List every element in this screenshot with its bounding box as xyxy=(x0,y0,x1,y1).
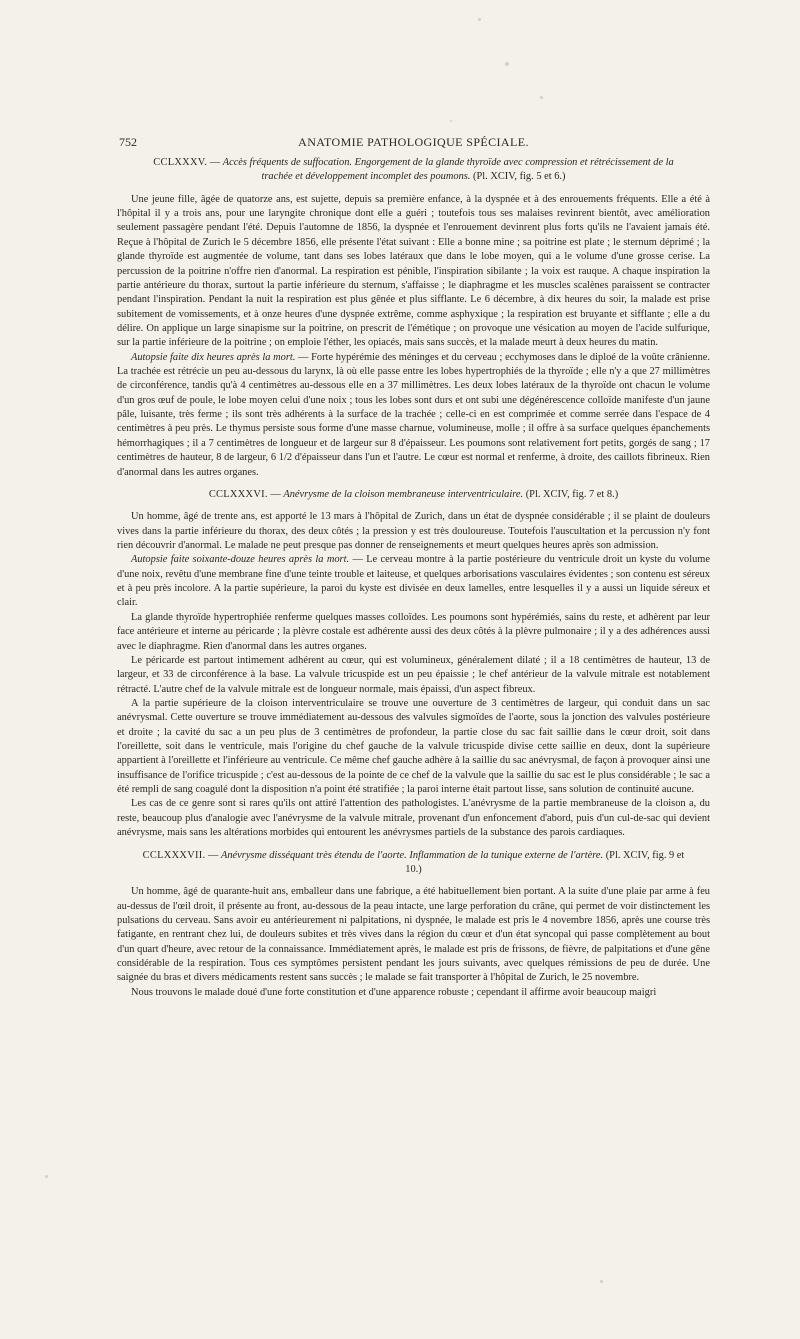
paragraph-text: Le péricarde est partout intimement adhérent au cœur, qui est volumineux, généralement dilaté ; il a 18 centimètres de hauteur, 13 de largeur, et 33 de circonférence à la base. La valvule tricuspide est un peu épaissie ; le chef antérieur de la valvule mitrale est notablement rétracté. L'autre chef de la valvule mitrale est de longueur normale, mais épaissi, d'un aspect fibreux. xyxy=(117,654,710,695)
case-heading: CCLXXXV. — Accès fréquents de suffocation. Engorgement de la glande thyroïde avec compression et rétrécissement de la trachée et développement incomplet des poumons. (Pl. XCIV, fig. 5 et 6.) xyxy=(153,157,674,183)
case-heading: CCLXXXVII. — Anévrysme disséquant très étendu de l'aorte. Inflammation de la tunique externe de l'artère. (Pl. XCIV, fig. 9 et 10.) xyxy=(142,849,685,875)
case-title: Anévrysme de la cloison membraneuse interventriculaire. xyxy=(283,488,524,500)
plate-reference: (Pl. XCIV, fig. 7 et 8.) xyxy=(525,488,619,500)
paragraph-lead: Autopsie faite dix heures après la mort. xyxy=(131,351,296,363)
paragraph xyxy=(117,193,710,351)
case-section xyxy=(117,156,710,480)
paragraph-text: Un homme, âgé de trente ans, est apporté le 13 mars à l'hôpital de Zurich, dans un état de dyspnée considérable ; il se plaint de douleurs vives dans la partie inférieure du thorax, des deux côtés ; la pression y est très douloureuse. Toutefois l'auscultation et la percussion n'y font rien découvrir d'anormal. Le malade ne peut presque pas donner de renseignements et meurt quelques heures après son admission. xyxy=(117,511,710,551)
paper-speck xyxy=(505,62,509,66)
running-title: ANATOMIE PATHOLOGIQUE SPÉCIALE. xyxy=(298,135,529,149)
paragraph-text: Nous trouvons le malade doué d'une forte constitution et d'une apparence robuste ; cependant il affirme avoir beaucoup maigri xyxy=(131,986,657,998)
paper-speck xyxy=(478,18,481,21)
paragraph xyxy=(117,885,710,986)
plate-reference: (Pl. XCIV, fig. 5 et 6.) xyxy=(473,171,566,183)
paragraph xyxy=(117,986,710,1000)
plate-reference: (Pl. XCIV, fig. 9 et 10.) xyxy=(405,849,685,875)
paragraph-text: — Forte hypérémie des méninges et du cerveau ; ecchymoses dans le diploé de la voûte crânienne. La trachée est rétrécie un peu au-dessous du larynx, là où elle passe entre les lobes hypertrophiés de la thyroïde ; elle n'y a que 27 millimètres de circonférence, tandis qu'à 4 centimètres au-dessous elle en a 37 millimètres. Les deux lobes latéraux de la thyroïde ont chacun le volume d'un gros œuf de poule, le lobe moyen celui d'une noix ; tous les lobes sont durs et ont subi une dégénérescence colloïde manifeste d'un jaune pâle, luisante, très ferme ; ils sont très adhérents à la surface de la trachée ; celle-ci en est comprimée et comme serrée dans l'espace de 4 centimètres à peu près. Le thymus persiste sous forme d'une masse charnue, volumineuse, molle ; il offre à sa surface quelques épanchements hémorrhagiques ; il a 7 centimètres de longueur et de largeur sur 8 d'épaisseur. Les poumons sont relativement fort petits, gorgés de sang ; 17 centimètres de hauteur, 8 de largeur, 6 1/2 d'épaisseur dans l'un et l'autre. Le cœur est normal et renferme, à droite, des caillots fibrineux. Rien d'anormal dans les autres organes. xyxy=(117,351,711,478)
case-title: Anévrysme disséquant très étendu de l'aorte. Inflammation de la tunique externe de l'artère. xyxy=(221,849,604,861)
paragraph-text: La glande thyroïde hypertrophiée renferme quelques masses colloïdes. Les poumons sont hypérémiés, sains du reste, et adhèrent par leur face antérieure et interne au péricarde ; la plèvre costale est adhérente aussi des deux côtés à la plèvre pulmonaire ; il y a des adhérences aussi avec le diaphragme. Rien d'anormal dans les autres organes. xyxy=(117,611,710,652)
paragraph-text: Les cas de ce genre sont si rares qu'ils ont attiré l'attention des pathologistes. L'anévrysme de la partie membraneuse de la cloison a, du reste, beaucoup plus d'analogie avec l'anévrysme de la valvule mitrale, provenant d'un enfoncement d'abord, puis d'un cul-de-sac qui devient anévrysme, mais sans les altérations morbides qui entourent les anévrysmes partiels de la substance des parois cardiaques. xyxy=(117,798,710,839)
case-number: CCLXXXVI. xyxy=(208,488,268,500)
paragraph xyxy=(117,611,710,654)
case-number: CCLXXXV. xyxy=(153,157,208,168)
paragraph xyxy=(117,351,710,480)
document-page xyxy=(117,132,710,1008)
paragraph xyxy=(117,697,710,798)
paragraph xyxy=(117,510,710,553)
paper-speck xyxy=(600,1280,603,1283)
paragraph-text: Une jeune fille, âgée de quatorze ans, est sujette, depuis sa première enfance, à la dyspnée et à des enrouements fréquents. Elle a été à l'hôpital il y a trois ans, pour une laryngite chronique dont elle a guéri ; toutefois tous ses malaises revinrent bientôt, avec amélioration seulement passagère pendant l'été. Depuis l'automne de 1856, la dyspnée et l'enrouement devinrent plus forts qu'ils ne l'avaient jamais été. Reçue à l'hôpital de Zurich le 5 décembre 1856, elle présente l'état suivant : Elle a bonne mine ; sa poitrine est plate ; le sternum déprimé ; la glande thyroïde est augmentée de volume, tant dans ses lobes latéraux que dans le lobe moyen, qui a le volume d'une grosse cerise. La percussion de la poitrine n'offre rien d'anormal. La respiration est pénible, l'inspiration sibilante ; la voix est rauque. A chaque inspiration la partie antérieure du thorax, surtout la partie inférieure du sternum, s'affaisse ; le diaphragme et les muscles scalènes paraissent se contracter pendant l'inspiration. Pendant la nuit la respiration est plus gênée et plus sifflante. Le 6 décembre, à dix heures du soir, la malade est prise subitement de vomissements, et à onze heures d'une dyspnée extrême, comme asphyxique ; la respiration est bruyante et sifflante ; elle a du délire. On applique un large sinapisme sur la poitrine, on prescrit de l'émétique ; on provoque une vésication au moyen de l'acide sulfurique, sur la partie inférieure de la poitrine ; on emploie l'éther, les opiacés, mais sans succès, et la malade meurt à deux heures du matin. xyxy=(117,193,710,349)
paper-speck xyxy=(450,120,452,122)
paragraph xyxy=(117,797,710,840)
case-title: Accès fréquents de suffocation. Engorgement de la glande thyroïde avec compression et rétrécissement de la trachée et développement incomplet des poumons. xyxy=(222,157,674,183)
paragraph xyxy=(117,654,710,697)
case-heading: CCLXXXVI. — Anévrysme de la cloison membraneuse interventriculaire. (Pl. XCIV, fig. 7 et 8.) xyxy=(208,488,619,500)
paragraph-text: A la partie supérieure de la cloison interventriculaire se trouve une ouverture de 3 centimètres de largeur, qui conduit dans un sac anévrysmal. Cette ouverture se trouve immédiatement au-dessous des valvules sigmoïdes de l'aorte, sous la jonction des valvules postérieure et droite ; la cavité du sac a un peu plus de 3 centimètres de profondeur, la partie close du sac fait saillie dans le cœur droit, soit dans l'oreillette, soit dans le ventricule, mais l'origine du chef gauche de la valvule tricuspide divise cette saillie en deux, dont la supérieure appartient à l'oreillette et l'inférieure au ventricule. Ce même chef gauche adhère à la saillie du sac anévrysmal, de façon à provoquer ainsi une insuffisance de l'orifice tricuspide ; c'est au-dessous de la pointe de ce chef de la valvule que la saillie du sac est le plus considérable ; le sac a été rempli de sang coagulé dont la disposition n'a point été stratifiée ; la paroi interne était partout lisse, sans solution de continuité aucune. xyxy=(117,697,710,796)
paper-speck xyxy=(540,96,543,99)
paragraph-text: — Le cerveau montre à la partie postérieure du ventricule droit un kyste du volume d'une noix, revêtu d'une membrane fine d'une teinte trouble et laiteuse, et quelques arborisations vasculaires évidentes ; son contenu est séreux et à peu près incolore. A la partie supérieure, la paroi du kyste est divisée en deux lamelles, entre lesquelles il y a aussi un liquide séreux et clair. xyxy=(117,554,711,609)
paragraph xyxy=(117,553,710,610)
page-number: 752 xyxy=(119,135,137,149)
paper-speck xyxy=(45,1175,48,1178)
case-number: CCLXXXVII. xyxy=(142,849,206,861)
case-section xyxy=(117,488,710,841)
paragraph-lead: Autopsie faite soixante-douze heures après la mort. xyxy=(131,554,350,566)
case-section xyxy=(117,849,710,1001)
paragraph-text: Un homme, âgé de quarante-huit ans, emballeur dans une fabrique, a été habituellement bien portant. A la suite d'une plaie par arme à feu au-dessus de l'œil droit, il présente au front, au-dessous de la peau intacte, une large perforation du crâne, qui permet de voir distinctement les pulsations du cerveau. Sans avoir eu antérieurement ni palpitations, ni dyspnée, le malade est pris le 4 novembre 1856, après une course très fatigante, en rentrant chez lui, de douleurs subites et très vives dans la région du cœur et d'un état syncopal qui passe complètement au bout d'un quart d'heure, avec retour de la connaissance. Immédiatement après, le malade est pris de frissons, de fièvre, de palpitations et d'une gêne considérable de la respiration. Tous ces symptômes persistent pendant les jours suivants, avec quelques rémissions de peu de durée. Une saignée du bras et divers médicaments restent sans succès ; le malade se fait transporter à l'hôpital de Zurich, le 25 novembre. xyxy=(117,886,710,984)
page-header xyxy=(117,132,710,152)
